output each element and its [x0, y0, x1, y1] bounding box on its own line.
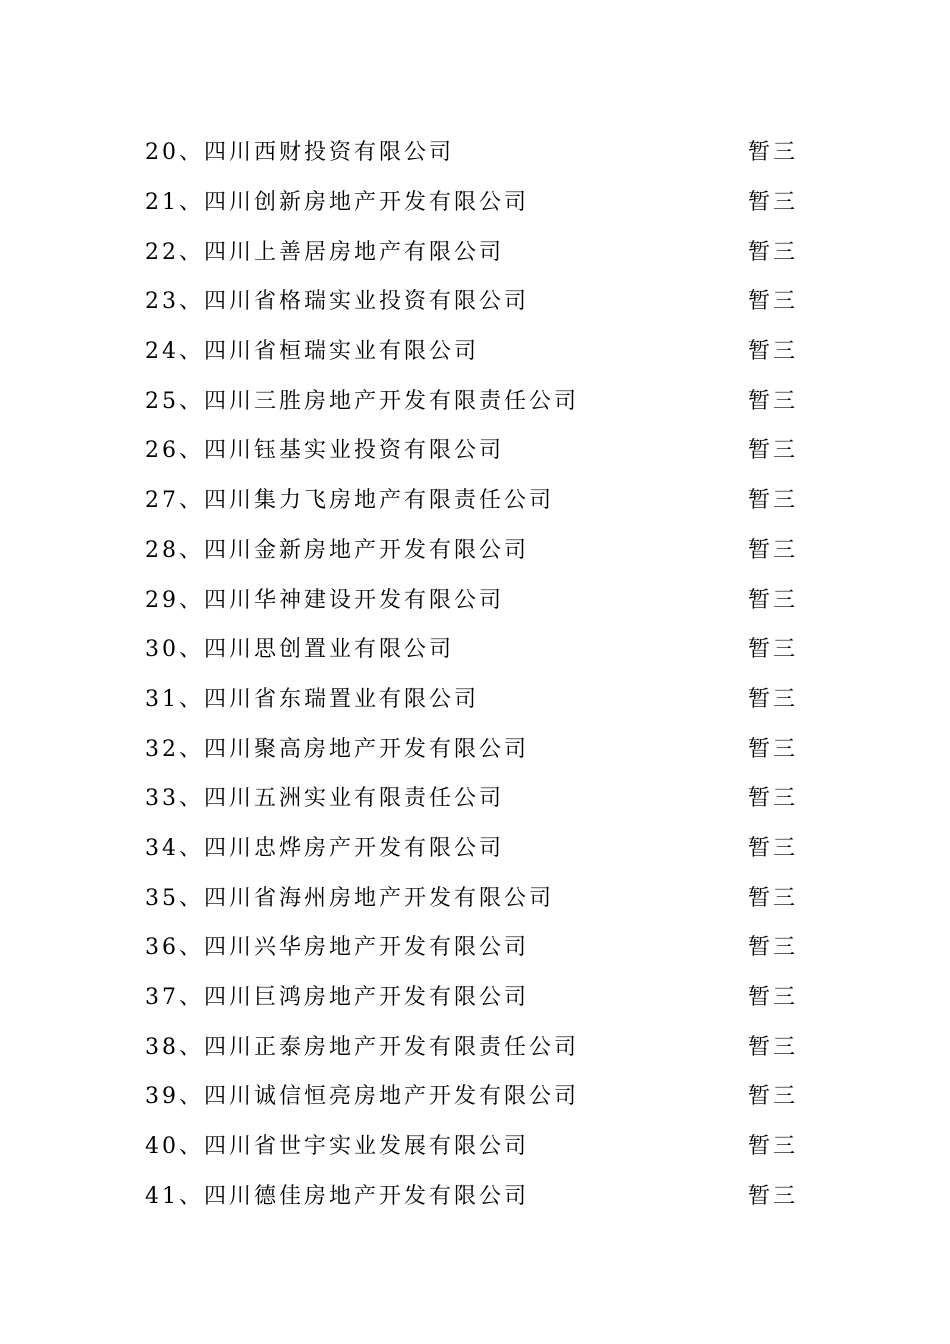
qualification-grade: 暂三	[748, 289, 799, 315]
qualification-grade: 暂三	[748, 1034, 799, 1060]
company-list	[145, 126, 805, 1219]
qualification-grade: 暂三	[748, 587, 799, 613]
item-number: 41、	[145, 1183, 204, 1209]
item-number: 25、	[145, 388, 204, 414]
qualification-grade: 暂三	[748, 985, 799, 1011]
qualification-grade: 暂三	[748, 835, 799, 861]
company-name: 四川省海州房地产开发有限公司	[204, 885, 555, 911]
qualification-grade: 暂三	[748, 239, 799, 265]
list-item	[145, 921, 805, 971]
company-name: 四川兴华房地产开发有限公司	[204, 935, 530, 961]
company-name: 四川创新房地产开发有限公司	[204, 190, 530, 216]
list-item	[145, 275, 805, 325]
item-number: 24、	[145, 339, 204, 365]
list-item	[145, 871, 805, 921]
item-number: 32、	[145, 736, 204, 762]
company-name: 四川忠烨房产开发有限公司	[204, 835, 505, 861]
list-item	[145, 1120, 805, 1170]
item-number: 40、	[145, 1134, 204, 1160]
list-item	[145, 524, 805, 574]
item-number: 30、	[145, 637, 204, 663]
company-name: 四川巨鸿房地产开发有限公司	[204, 985, 530, 1011]
item-number: 22、	[145, 239, 204, 265]
item-number: 34、	[145, 835, 204, 861]
qualification-grade: 暂三	[748, 935, 799, 961]
company-name: 四川德佳房地产开发有限公司	[204, 1183, 530, 1209]
qualification-grade: 暂三	[748, 1134, 799, 1160]
qualification-grade: 暂三	[748, 140, 799, 166]
list-item	[145, 822, 805, 872]
company-name: 四川诚信恒亮房地产开发有限公司	[204, 1084, 580, 1110]
list-item	[145, 126, 805, 176]
item-number: 26、	[145, 438, 204, 464]
list-item	[145, 1020, 805, 1070]
list-item	[145, 772, 805, 822]
company-name: 四川三胜房地产开发有限责任公司	[204, 388, 580, 414]
company-name: 四川上善居房地产有限公司	[204, 239, 505, 265]
qualification-grade: 暂三	[748, 1183, 799, 1209]
qualification-grade: 暂三	[748, 736, 799, 762]
company-name: 四川省桓瑞实业有限公司	[204, 339, 480, 365]
item-number: 31、	[145, 686, 204, 712]
list-item	[145, 474, 805, 524]
item-number: 29、	[145, 587, 204, 613]
qualification-grade: 暂三	[748, 388, 799, 414]
list-item	[145, 623, 805, 673]
item-number: 37、	[145, 985, 204, 1011]
qualification-grade: 暂三	[748, 637, 799, 663]
list-item	[145, 325, 805, 375]
list-item	[145, 225, 805, 275]
item-number: 28、	[145, 537, 204, 563]
item-number: 33、	[145, 786, 204, 812]
company-name: 四川省格瑞实业投资有限公司	[204, 289, 530, 315]
item-number: 27、	[145, 488, 204, 514]
company-name: 四川省世宇实业发展有限公司	[204, 1134, 530, 1160]
company-name: 四川钰基实业投资有限公司	[204, 438, 505, 464]
company-name: 四川华神建设开发有限公司	[204, 587, 505, 613]
qualification-grade: 暂三	[748, 488, 799, 514]
company-name: 四川聚高房地产开发有限公司	[204, 736, 530, 762]
list-item	[145, 722, 805, 772]
company-name: 四川金新房地产开发有限公司	[204, 537, 530, 563]
qualification-grade: 暂三	[748, 1084, 799, 1110]
item-number: 21、	[145, 190, 204, 216]
item-number: 23、	[145, 289, 204, 315]
qualification-grade: 暂三	[748, 339, 799, 365]
company-name: 四川五洲实业有限责任公司	[204, 786, 505, 812]
list-item	[145, 424, 805, 474]
list-item	[145, 1169, 805, 1219]
qualification-grade: 暂三	[748, 537, 799, 563]
item-number: 20、	[145, 140, 204, 166]
qualification-grade: 暂三	[748, 438, 799, 464]
list-item	[145, 673, 805, 723]
company-name: 四川西财投资有限公司	[204, 140, 455, 166]
list-item	[145, 971, 805, 1021]
list-item	[145, 573, 805, 623]
list-item	[145, 176, 805, 226]
item-number: 38、	[145, 1034, 204, 1060]
company-name: 四川集力飞房地产有限责任公司	[204, 488, 555, 514]
qualification-grade: 暂三	[748, 686, 799, 712]
company-name: 四川省东瑞置业有限公司	[204, 686, 480, 712]
company-name: 四川思创置业有限公司	[204, 637, 455, 663]
qualification-grade: 暂三	[748, 190, 799, 216]
list-item	[145, 374, 805, 424]
item-number: 39、	[145, 1084, 204, 1110]
item-number: 35、	[145, 885, 204, 911]
item-number: 36、	[145, 935, 204, 961]
list-item	[145, 1070, 805, 1120]
qualification-grade: 暂三	[748, 786, 799, 812]
qualification-grade: 暂三	[748, 885, 799, 911]
company-name: 四川正泰房地产开发有限责任公司	[204, 1034, 580, 1060]
